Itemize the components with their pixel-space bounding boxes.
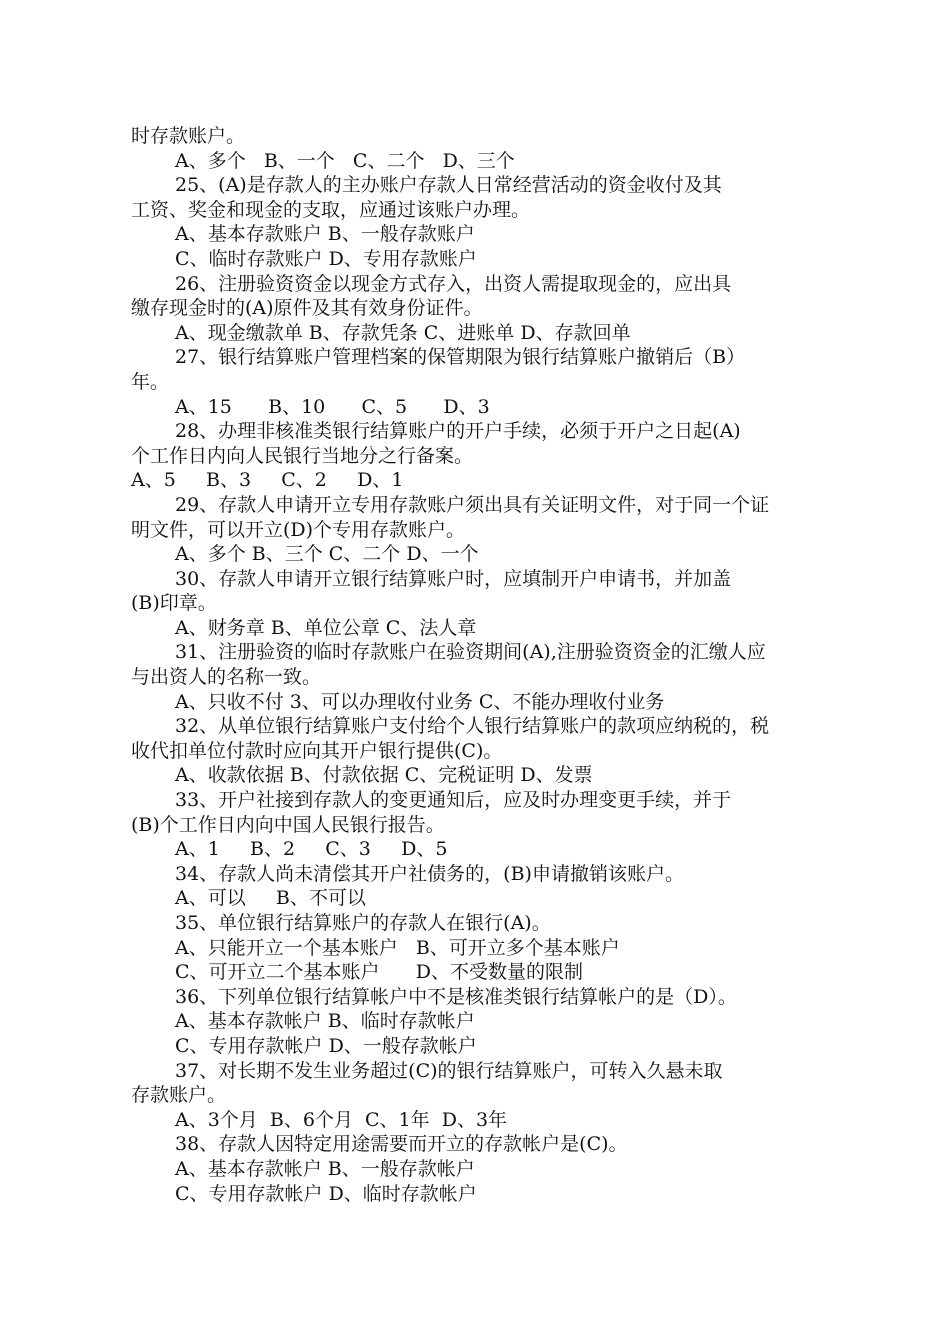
text-line: 33、开户社接到存款人的变更通知后，应及时办理变更手续，并于 xyxy=(175,789,732,812)
text-line: A、可以 B、不可以 xyxy=(175,887,366,910)
text-line: 25、(A)是存款人的主办账户存款人日常经营活动的资金收付及其 xyxy=(175,174,722,197)
text-line: A、多个 B、三个 C、二个 D、一个 xyxy=(175,543,479,566)
text-line: 32、从单位银行结算账户支付给个人银行结算账户的款项应纳税的，税 xyxy=(175,715,770,738)
text-line: 明文件，可以开立(D)个专用存款账户。 xyxy=(131,518,466,541)
text-line: A、基本存款帐户 B、临时存款帐户 xyxy=(175,1010,475,1033)
text-line: C、可开立二个基本账户 D、不受数量的限制 xyxy=(175,961,584,984)
text-line: A、基本存款帐户 B、一般存款帐户 xyxy=(175,1157,475,1180)
text-line: 工资、奖金和现金的支取，应通过该账户办理。 xyxy=(131,198,531,221)
text-line: 37、对长期不发生业务超过(C)的银行结算账户，可转入久悬未取 xyxy=(175,1059,723,1082)
text-line: C、专用存款帐户 D、一般存款帐户 xyxy=(175,1034,477,1057)
text-line: 年。 xyxy=(131,370,170,393)
text-line: (B)个工作日内向中国人民银行报告。 xyxy=(131,813,445,836)
text-line: C、临时存款账户 D、专用存款账户 xyxy=(175,247,477,270)
text-line: 缴存现金时的(A)原件及其有效身份证件。 xyxy=(131,297,483,320)
text-line: 26、注册验资资金以现金方式存入，出资人需提取现金的，应出具 xyxy=(175,272,732,295)
text-line: A、3个月 B、6个月 C、1年 D、3年 xyxy=(175,1108,508,1131)
text-line: 31、注册验资的临时存款账户在验资期间(A),注册验资资金的汇缴人应 xyxy=(175,641,766,664)
text-line: A、只能开立一个基本账户 B、可开立多个基本账户 xyxy=(175,936,620,959)
text-line: 28、办理非核准类银行结算账户的开户手续，必须于开户之日起(A) xyxy=(175,420,741,443)
document-body xyxy=(131,124,871,1206)
text-line: (B)印章。 xyxy=(131,592,217,615)
text-line: 38、存款人因特定用途需要而开立的存款帐户是(C)。 xyxy=(175,1133,628,1156)
text-line: A、多个 B、一个 C、二个 D、三个 xyxy=(175,149,515,172)
text-line: A、15 B、10 C、5 D、3 xyxy=(175,395,490,418)
text-line: 29、存款人申请开立专用存款账户须出具有关证明文件，对于同一个证 xyxy=(175,493,770,516)
text-line: A、现金缴款单 B、存款凭条 C、进账单 D、存款回单 xyxy=(175,321,631,344)
text-line: A、收款依据 B、付款依据 C、完税证明 D、发票 xyxy=(175,764,593,787)
text-line: 存款账户。 xyxy=(131,1084,227,1107)
text-line: 35、单位银行结算账户的存款人在银行(A)。 xyxy=(175,912,551,934)
text-line: 时存款账户。 xyxy=(131,125,246,147)
text-line: 30、存款人申请开立银行结算账户时，应填制开户申请书，并加盖 xyxy=(175,567,732,590)
text-line: 收代扣单位付款时应向其开户银行提供(C)。 xyxy=(131,739,503,762)
text-line: 27、银行结算账户管理档案的保管期限为银行结算账户撤销后（B） xyxy=(175,346,746,369)
text-line: A、财务章 B、单位公章 C、法人章 xyxy=(175,616,477,639)
text-line: A、只收不付 3、可以办理收付业务 C、不能办理收付业务 xyxy=(175,690,665,713)
text-line: A、1 B、2 C、3 D、5 xyxy=(175,838,448,861)
text-line: C、专用存款帐户 D、临时存款帐户 xyxy=(175,1182,477,1205)
text-line: A、5 B、3 C、2 D、1 xyxy=(131,469,404,492)
text-line: 34、存款人尚未清偿其开户社债务的，(B)申请撤销该账户。 xyxy=(175,862,684,885)
text-line: 36、下列单位银行结算帐户中不是核准类银行结算帐户的是（D）。 xyxy=(175,985,737,1008)
text-line: A、基本存款账户 B、一般存款账户 xyxy=(175,223,475,246)
text-line: 个工作日内向人民银行当地分之行备案。 xyxy=(131,444,474,467)
text-line: 与出资人的名称一致。 xyxy=(131,666,322,689)
